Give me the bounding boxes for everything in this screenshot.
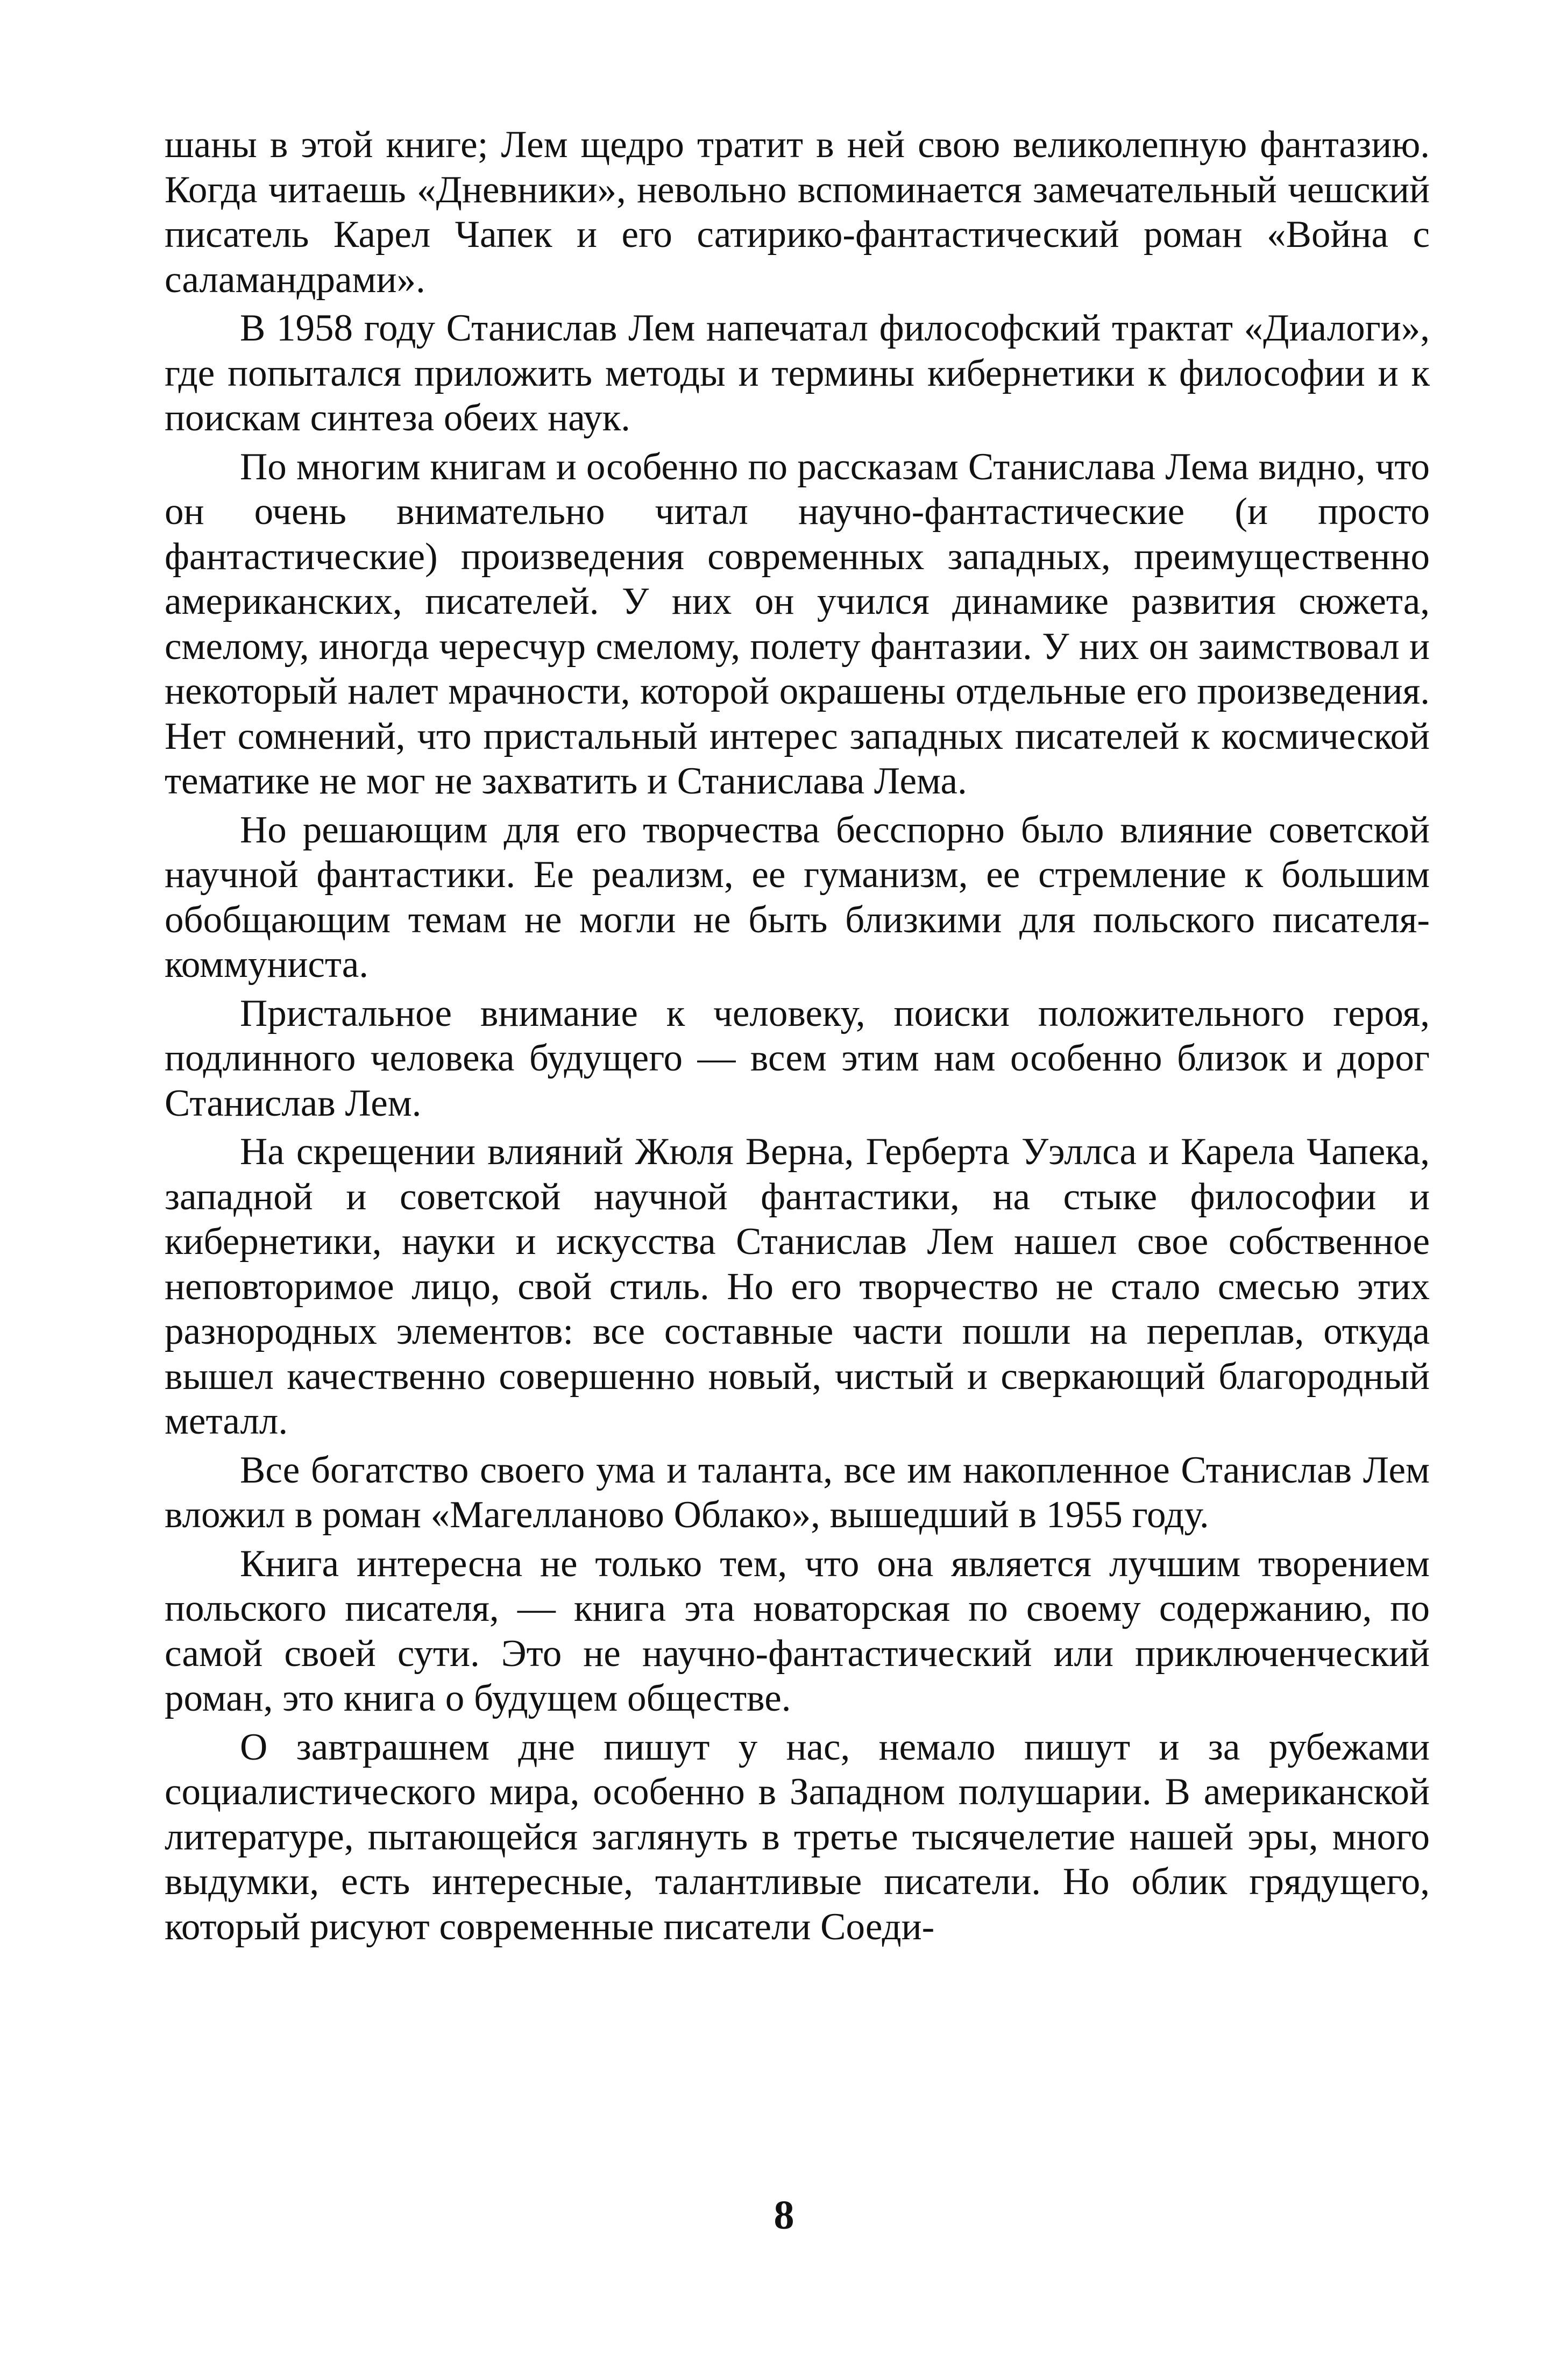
paragraph: О завтрашнем дне пишут у нас, немало пишут и за рубежами социалистического мира, особенно в Западном полушарии. В американской литературе, пытающейся заглянуть в третье тысячелетие нашей эры, много выдумки, есть интересные, талантливые писатели. Но облик грядущего, который рисуют современные писатели Соеди- <box>165 1726 1430 1948</box>
paragraph-continuation: шаны в этой книге; Лем щедро тратит в ней свою великолепную фантазию. Когда читаешь «Дневники», невольно вспоминается замечательный чешский писатель Карел Чапек и его сатирико-фантастический роман «Война с саламандрами». <box>165 124 1430 301</box>
body-text <box>165 123 1430 1953</box>
paragraph: Книга интересна не только тем, что она является лучшим творением польского писателя, — книга эта новаторская по своему содержанию, по самой своей сути. Это не научно-фантастический или приключенческий роман, это книга о будущем обществе. <box>165 1542 1430 1719</box>
paragraph: Все богатство своего ума и таланта, все им накопленное Станислав Лем вложил в роман «Магелланово Облако», вышедший в 1955 году. <box>165 1449 1430 1536</box>
paragraph: По многим книгам и особенно по рассказам Станислава Лема видно, что он очень внимательно читал научно-фантастические (и просто фантастические) произведения современных западных, преимущественно американских, писателей. У них он учился динамике развития сюжета, смелому, иногда чересчур смелому, полету фантазии. У них он заимствовал и некоторый налет мрачности, которой окрашены отдельные его произведения. Нет сомнений, что пристальный интерес западных писателей к космической тематике не мог не захватить и Станислава Лема. <box>165 445 1430 802</box>
paragraph: Но решающим для его творчества бесспорно было влияние советской научной фантастики. Ее реализм, ее гуманизм, ее стремление к большим обобщающим темам не могли не быть близкими для польского писателя-коммуниста. <box>165 809 1430 986</box>
paragraph: Пристальное внимание к человеку, поиски положительного героя, подлинного человека будущего — всем этим нам особенно близок и дорог Станислав Лем. <box>165 992 1430 1124</box>
page-number: 8 <box>774 2193 794 2238</box>
paragraph: На скрещении влияний Жюля Верна, Герберта Уэллса и Карела Чапека, западной и советской научной фантастики, на стыке философии и кибернетики, науки и искусства Станислав Лем нашел свое собственное неповторимое лицо, свой стиль. Но его творчество не стало смесью этих разнородных элементов: все составные части пошли на переплав, откуда вышел качественно совершенно новый, чистый и сверкающий благородный металл. <box>165 1131 1430 1442</box>
paragraph: В 1958 году Станислав Лем напечатал философский трактат «Диалоги», где попытался приложить методы и термины кибернетики к философии и к поискам синтеза обеих наук. <box>165 307 1430 439</box>
